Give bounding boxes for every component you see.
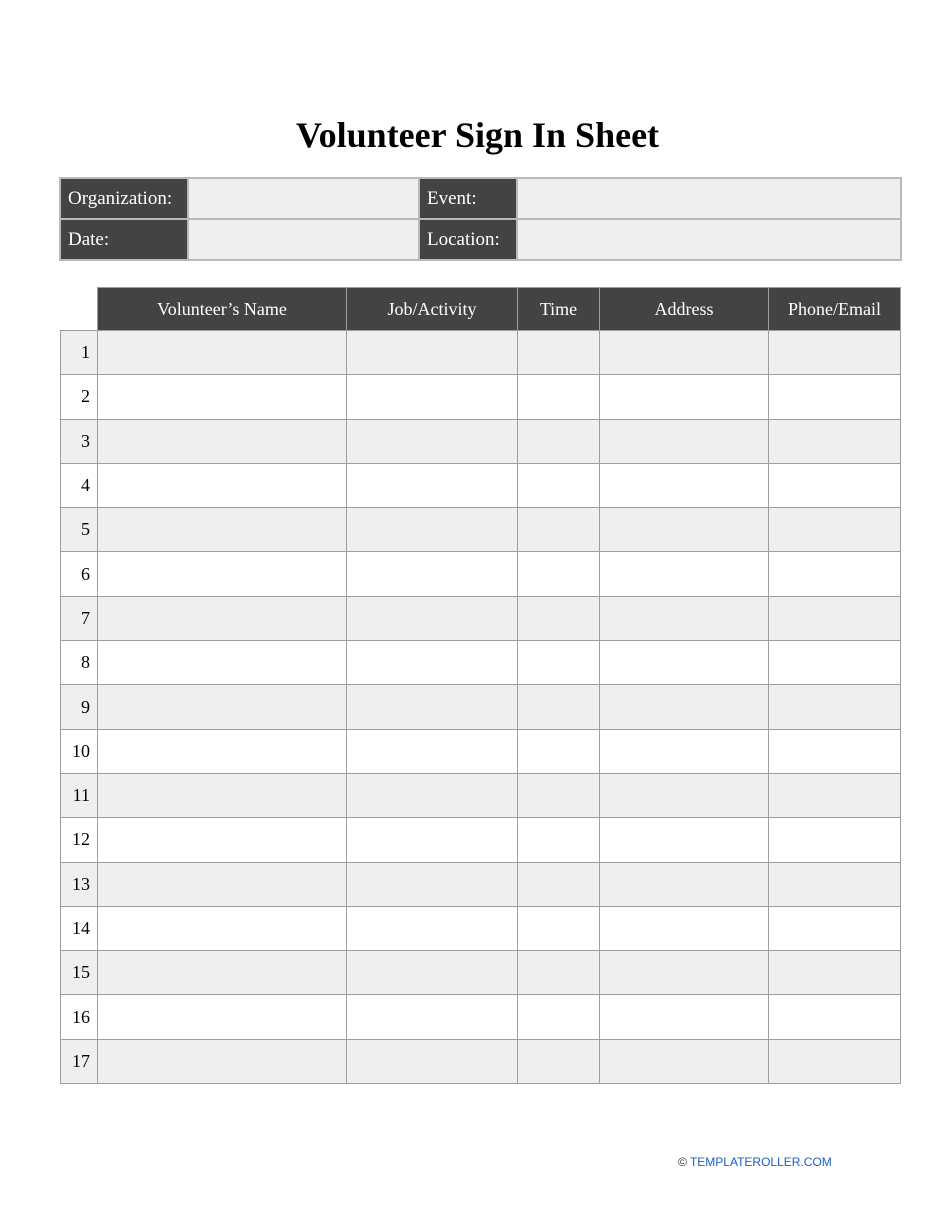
organization-label: Organization:: [60, 178, 188, 219]
location-label: Location:: [419, 219, 517, 260]
row-number: 7: [61, 596, 98, 640]
table-row: [61, 552, 901, 596]
time-cell[interactable]: [518, 331, 600, 375]
address-cell[interactable]: [600, 419, 769, 463]
table-row: [61, 641, 901, 685]
address-cell[interactable]: [600, 1039, 769, 1083]
sign-in-table: [60, 287, 901, 1084]
name-cell[interactable]: [98, 1039, 347, 1083]
time-cell[interactable]: [518, 552, 600, 596]
job-cell[interactable]: [347, 1039, 518, 1083]
row-number: 10: [61, 729, 98, 773]
name-cell[interactable]: [98, 331, 347, 375]
time-cell[interactable]: [518, 951, 600, 995]
table-row: [61, 463, 901, 507]
contact-cell[interactable]: [769, 419, 901, 463]
time-cell[interactable]: [518, 419, 600, 463]
address-cell[interactable]: [600, 995, 769, 1039]
job-cell[interactable]: [347, 641, 518, 685]
info-row: [60, 178, 901, 219]
table-row: [61, 818, 901, 862]
name-cell[interactable]: [98, 641, 347, 685]
address-cell[interactable]: [600, 375, 769, 419]
row-number: 13: [61, 862, 98, 906]
row-number: 16: [61, 995, 98, 1039]
time-cell[interactable]: [518, 508, 600, 552]
time-cell[interactable]: [518, 862, 600, 906]
address-cell[interactable]: [600, 463, 769, 507]
date-label: Date:: [60, 219, 188, 260]
address-cell[interactable]: [600, 862, 769, 906]
contact-cell[interactable]: [769, 1039, 901, 1083]
address-cell[interactable]: [600, 641, 769, 685]
info-row: [60, 219, 901, 260]
table-row: [61, 862, 901, 906]
table-row: [61, 331, 901, 375]
table-row: [61, 419, 901, 463]
address-cell[interactable]: [600, 596, 769, 640]
contact-cell[interactable]: [769, 729, 901, 773]
row-number: 3: [61, 419, 98, 463]
job-cell[interactable]: [347, 331, 518, 375]
time-cell[interactable]: [518, 906, 600, 950]
address-cell[interactable]: [600, 773, 769, 817]
job-cell[interactable]: [347, 463, 518, 507]
contact-cell[interactable]: [769, 818, 901, 862]
page-title: Volunteer Sign In Sheet: [295, 115, 660, 155]
job-cell[interactable]: [347, 685, 518, 729]
organization-field[interactable]: [188, 178, 419, 219]
job-cell[interactable]: [347, 951, 518, 995]
time-cell[interactable]: [518, 596, 600, 640]
contact-cell[interactable]: [769, 951, 901, 995]
time-cell[interactable]: [518, 375, 600, 419]
job-cell[interactable]: [347, 818, 518, 862]
name-cell[interactable]: [98, 419, 347, 463]
job-cell[interactable]: [347, 596, 518, 640]
address-cell[interactable]: [600, 685, 769, 729]
name-cell[interactable]: [98, 375, 347, 419]
time-cell[interactable]: [518, 995, 600, 1039]
table-row: [61, 995, 901, 1039]
contact-cell[interactable]: [769, 552, 901, 596]
time-cell[interactable]: [518, 641, 600, 685]
table-row: [61, 596, 901, 640]
row-number: 14: [61, 906, 98, 950]
time-cell[interactable]: [518, 685, 600, 729]
column-header-contact: Phone/Email: [769, 288, 901, 331]
job-cell[interactable]: [347, 375, 518, 419]
time-cell[interactable]: [518, 818, 600, 862]
row-number-header: [61, 288, 98, 331]
address-cell[interactable]: [600, 729, 769, 773]
column-header-name: Volunteer’s Name: [98, 288, 347, 331]
contact-cell[interactable]: [769, 773, 901, 817]
table-row: [61, 729, 901, 773]
job-cell[interactable]: [347, 419, 518, 463]
address-cell[interactable]: [600, 331, 769, 375]
name-cell[interactable]: [98, 862, 347, 906]
contact-cell[interactable]: [769, 508, 901, 552]
contact-cell[interactable]: [769, 641, 901, 685]
column-header-address: Address: [600, 288, 769, 331]
event-label: Event:: [419, 178, 517, 219]
table-row: [61, 906, 901, 950]
name-cell[interactable]: [98, 552, 347, 596]
column-header-job: Job/Activity: [347, 288, 518, 331]
event-info-table: [59, 177, 902, 261]
contact-cell[interactable]: [769, 596, 901, 640]
contact-cell[interactable]: [769, 906, 901, 950]
address-cell[interactable]: [600, 818, 769, 862]
row-number: 6: [61, 552, 98, 596]
table-row: [61, 508, 901, 552]
job-cell[interactable]: [347, 508, 518, 552]
time-cell[interactable]: [518, 773, 600, 817]
table-row: [61, 375, 901, 419]
footer-credit: [678, 1155, 832, 1169]
job-cell[interactable]: [347, 906, 518, 950]
row-number: 1: [61, 331, 98, 375]
name-cell[interactable]: [98, 685, 347, 729]
name-cell[interactable]: [98, 508, 347, 552]
contact-cell[interactable]: [769, 463, 901, 507]
address-cell[interactable]: [600, 906, 769, 950]
time-cell[interactable]: [518, 463, 600, 507]
name-cell[interactable]: [98, 729, 347, 773]
name-cell[interactable]: [98, 463, 347, 507]
job-cell[interactable]: [347, 862, 518, 906]
contact-cell[interactable]: [769, 375, 901, 419]
time-cell[interactable]: [518, 1039, 600, 1083]
table-row: [61, 685, 901, 729]
contact-cell[interactable]: [769, 862, 901, 906]
copyright-symbol: ©: [678, 1155, 687, 1169]
contact-cell[interactable]: [769, 685, 901, 729]
address-cell[interactable]: [600, 951, 769, 995]
name-cell[interactable]: [98, 596, 347, 640]
time-cell[interactable]: [518, 729, 600, 773]
date-field[interactable]: [188, 219, 419, 260]
table-header-row: [61, 288, 901, 331]
table-row: [61, 1039, 901, 1083]
row-number: 8: [61, 641, 98, 685]
row-number: 9: [61, 685, 98, 729]
job-cell[interactable]: [347, 995, 518, 1039]
address-cell[interactable]: [600, 552, 769, 596]
contact-cell[interactable]: [769, 331, 901, 375]
job-cell[interactable]: [347, 773, 518, 817]
name-cell[interactable]: [98, 951, 347, 995]
address-cell[interactable]: [600, 508, 769, 552]
name-cell[interactable]: [98, 773, 347, 817]
location-field[interactable]: [517, 219, 901, 260]
name-cell[interactable]: [98, 906, 347, 950]
row-number: 17: [61, 1039, 98, 1083]
row-number: 5: [61, 508, 98, 552]
row-number: 2: [61, 375, 98, 419]
event-field[interactable]: [517, 178, 901, 219]
row-number: 11: [61, 773, 98, 817]
job-cell[interactable]: [347, 729, 518, 773]
row-number: 12: [61, 818, 98, 862]
name-cell[interactable]: [98, 818, 347, 862]
job-cell[interactable]: [347, 552, 518, 596]
row-number: 15: [61, 951, 98, 995]
table-row: [61, 773, 901, 817]
row-number: 4: [61, 463, 98, 507]
contact-cell[interactable]: [769, 995, 901, 1039]
column-header-time: Time: [518, 288, 600, 331]
name-cell[interactable]: [98, 995, 347, 1039]
site-link[interactable]: TEMPLATEROLLER.COM: [689, 1155, 832, 1169]
table-row: [61, 951, 901, 995]
